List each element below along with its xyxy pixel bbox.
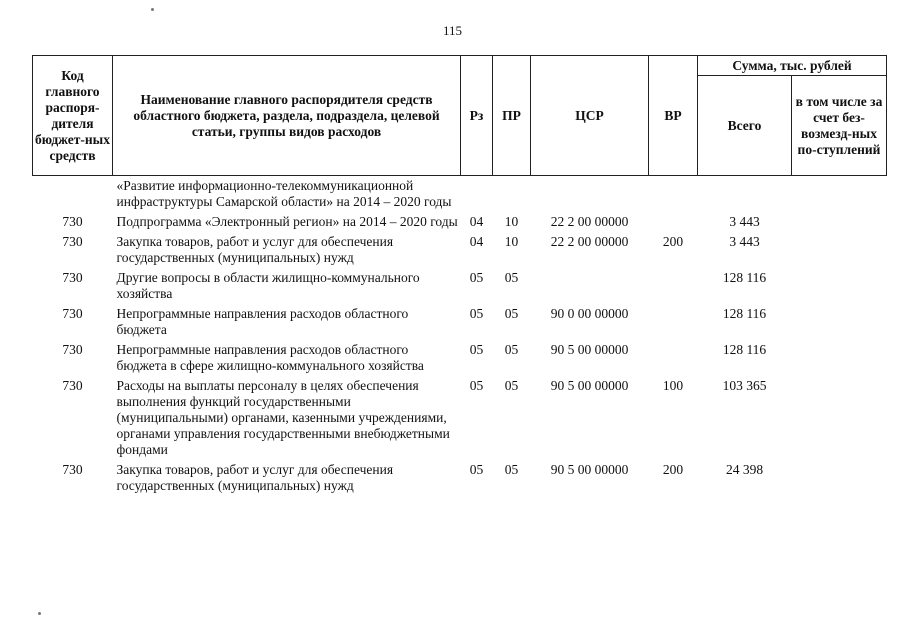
header-free-receipts: в том числе за счет без-возмезд-ных по-ступлений: [792, 76, 887, 176]
cell-pr: 05: [504, 270, 519, 285]
table-body: [33, 176, 887, 495]
table-row: [33, 210, 887, 230]
cell-free: [792, 210, 887, 230]
cell-csr: 90 5 00 00000: [550, 378, 629, 393]
cell-code: [33, 176, 113, 211]
cell-total: 128 116: [722, 270, 767, 285]
cell-code: 730: [62, 342, 83, 357]
cell-code: 730: [62, 462, 83, 477]
header-sum-group: Сумма, тыс. рублей: [698, 56, 887, 76]
cell-csr: 22 2 00 00000: [550, 214, 629, 229]
table-row: [33, 302, 887, 338]
cell-total: 3 443: [729, 234, 760, 249]
cell-rz: [461, 176, 493, 211]
cell-code: 730: [62, 214, 83, 229]
table-row: [33, 266, 887, 302]
cell-csr: [531, 176, 649, 211]
cell-pr: 05: [504, 378, 519, 393]
table-row: [33, 458, 887, 494]
cell-free: [792, 458, 887, 494]
table-header: [33, 56, 887, 176]
cell-rz: 04: [469, 214, 484, 229]
cell-vr: [649, 210, 698, 230]
cell-csr: [531, 266, 649, 302]
cell-pr: 10: [504, 234, 519, 249]
table-row: [33, 374, 887, 458]
cell-csr: 22 2 00 00000: [550, 234, 629, 249]
cell-pr: 05: [504, 306, 519, 321]
cell-free: [792, 266, 887, 302]
header-code: Код главного распоря-дителя бюджет-ных средств: [33, 56, 113, 176]
cell-name: «Развитие информационно-телекоммуникационной инфраструктуры Самарской области» на 2014 – 2020 годы: [116, 178, 452, 209]
cell-vr: [649, 176, 698, 211]
cell-vr: [649, 302, 698, 338]
cell-csr: 90 0 00 00000: [550, 306, 629, 321]
cell-free: [792, 338, 887, 374]
cell-rz: 05: [469, 270, 484, 285]
cell-vr: 200: [662, 462, 684, 477]
header-vr: ВР: [649, 56, 698, 176]
cell-code: 730: [62, 306, 83, 321]
header-pr: ПР: [493, 56, 531, 176]
header-csr: ЦСР: [531, 56, 649, 176]
cell-vr: 200: [662, 234, 684, 249]
table-row: [33, 176, 887, 211]
cell-name: Непрограммные направления расходов областного бюджета: [116, 306, 409, 337]
header-name: Наименование главного распорядителя средств областного бюджета, раздела, подраздела, целевой статьи, группы видов расходов: [113, 56, 461, 176]
cell-name: Закупка товаров, работ и услуг для обеспечения государственных (муниципальных) нужд: [116, 462, 394, 493]
cell-total: 128 116: [722, 306, 767, 321]
cell-vr: 100: [662, 378, 684, 393]
header-rz: Рз: [461, 56, 493, 176]
cell-vr: [649, 266, 698, 302]
cell-total: 103 365: [722, 378, 767, 393]
cell-code: 730: [62, 234, 83, 249]
cell-name: Другие вопросы в области жилищно-коммунального хозяйства: [116, 270, 420, 301]
cell-rz: 05: [469, 306, 484, 321]
cell-csr: 90 5 00 00000: [550, 342, 629, 357]
cell-pr: 05: [504, 342, 519, 357]
cell-name: Подпрограмма «Электронный регион» на 2014 – 2020 годы: [116, 214, 458, 229]
cell-total: 128 116: [722, 342, 767, 357]
budget-table: [32, 55, 887, 494]
cell-rz: 05: [469, 462, 484, 477]
cell-total: 3 443: [729, 214, 760, 229]
cell-code: 730: [62, 378, 83, 393]
cell-free: [792, 176, 887, 211]
cell-csr: 90 5 00 00000: [550, 462, 629, 477]
cell-name: Непрограммные направления расходов областного бюджета в сфере жилищно-коммунального хозяйства: [116, 342, 424, 373]
cell-code: 730: [62, 270, 83, 285]
cell-vr: [649, 338, 698, 374]
cell-free: [792, 302, 887, 338]
scan-speck: [38, 612, 41, 615]
cell-pr: 05: [504, 462, 519, 477]
cell-name: Расходы на выплаты персоналу в целях обеспечения выполнения функций государственными (муниципальными) органами, казенными учреждениями, органами управления государственными внебюджетными фондами: [116, 378, 450, 457]
cell-rz: 05: [469, 378, 484, 393]
cell-free: [792, 374, 887, 458]
cell-total: 24 398: [725, 462, 764, 477]
table-row: [33, 230, 887, 266]
cell-rz: 05: [469, 342, 484, 357]
cell-pr: [493, 176, 531, 211]
cell-free: [792, 230, 887, 266]
header-total: Всего: [698, 76, 792, 176]
cell-pr: 10: [504, 214, 519, 229]
cell-name: Закупка товаров, работ и услуг для обеспечения государственных (муниципальных) нужд: [116, 234, 394, 265]
scan-speck: [151, 8, 154, 11]
table-row: [33, 338, 887, 374]
page-number: 115: [442, 23, 463, 38]
cell-total: [698, 176, 792, 211]
cell-rz: 04: [469, 234, 484, 249]
